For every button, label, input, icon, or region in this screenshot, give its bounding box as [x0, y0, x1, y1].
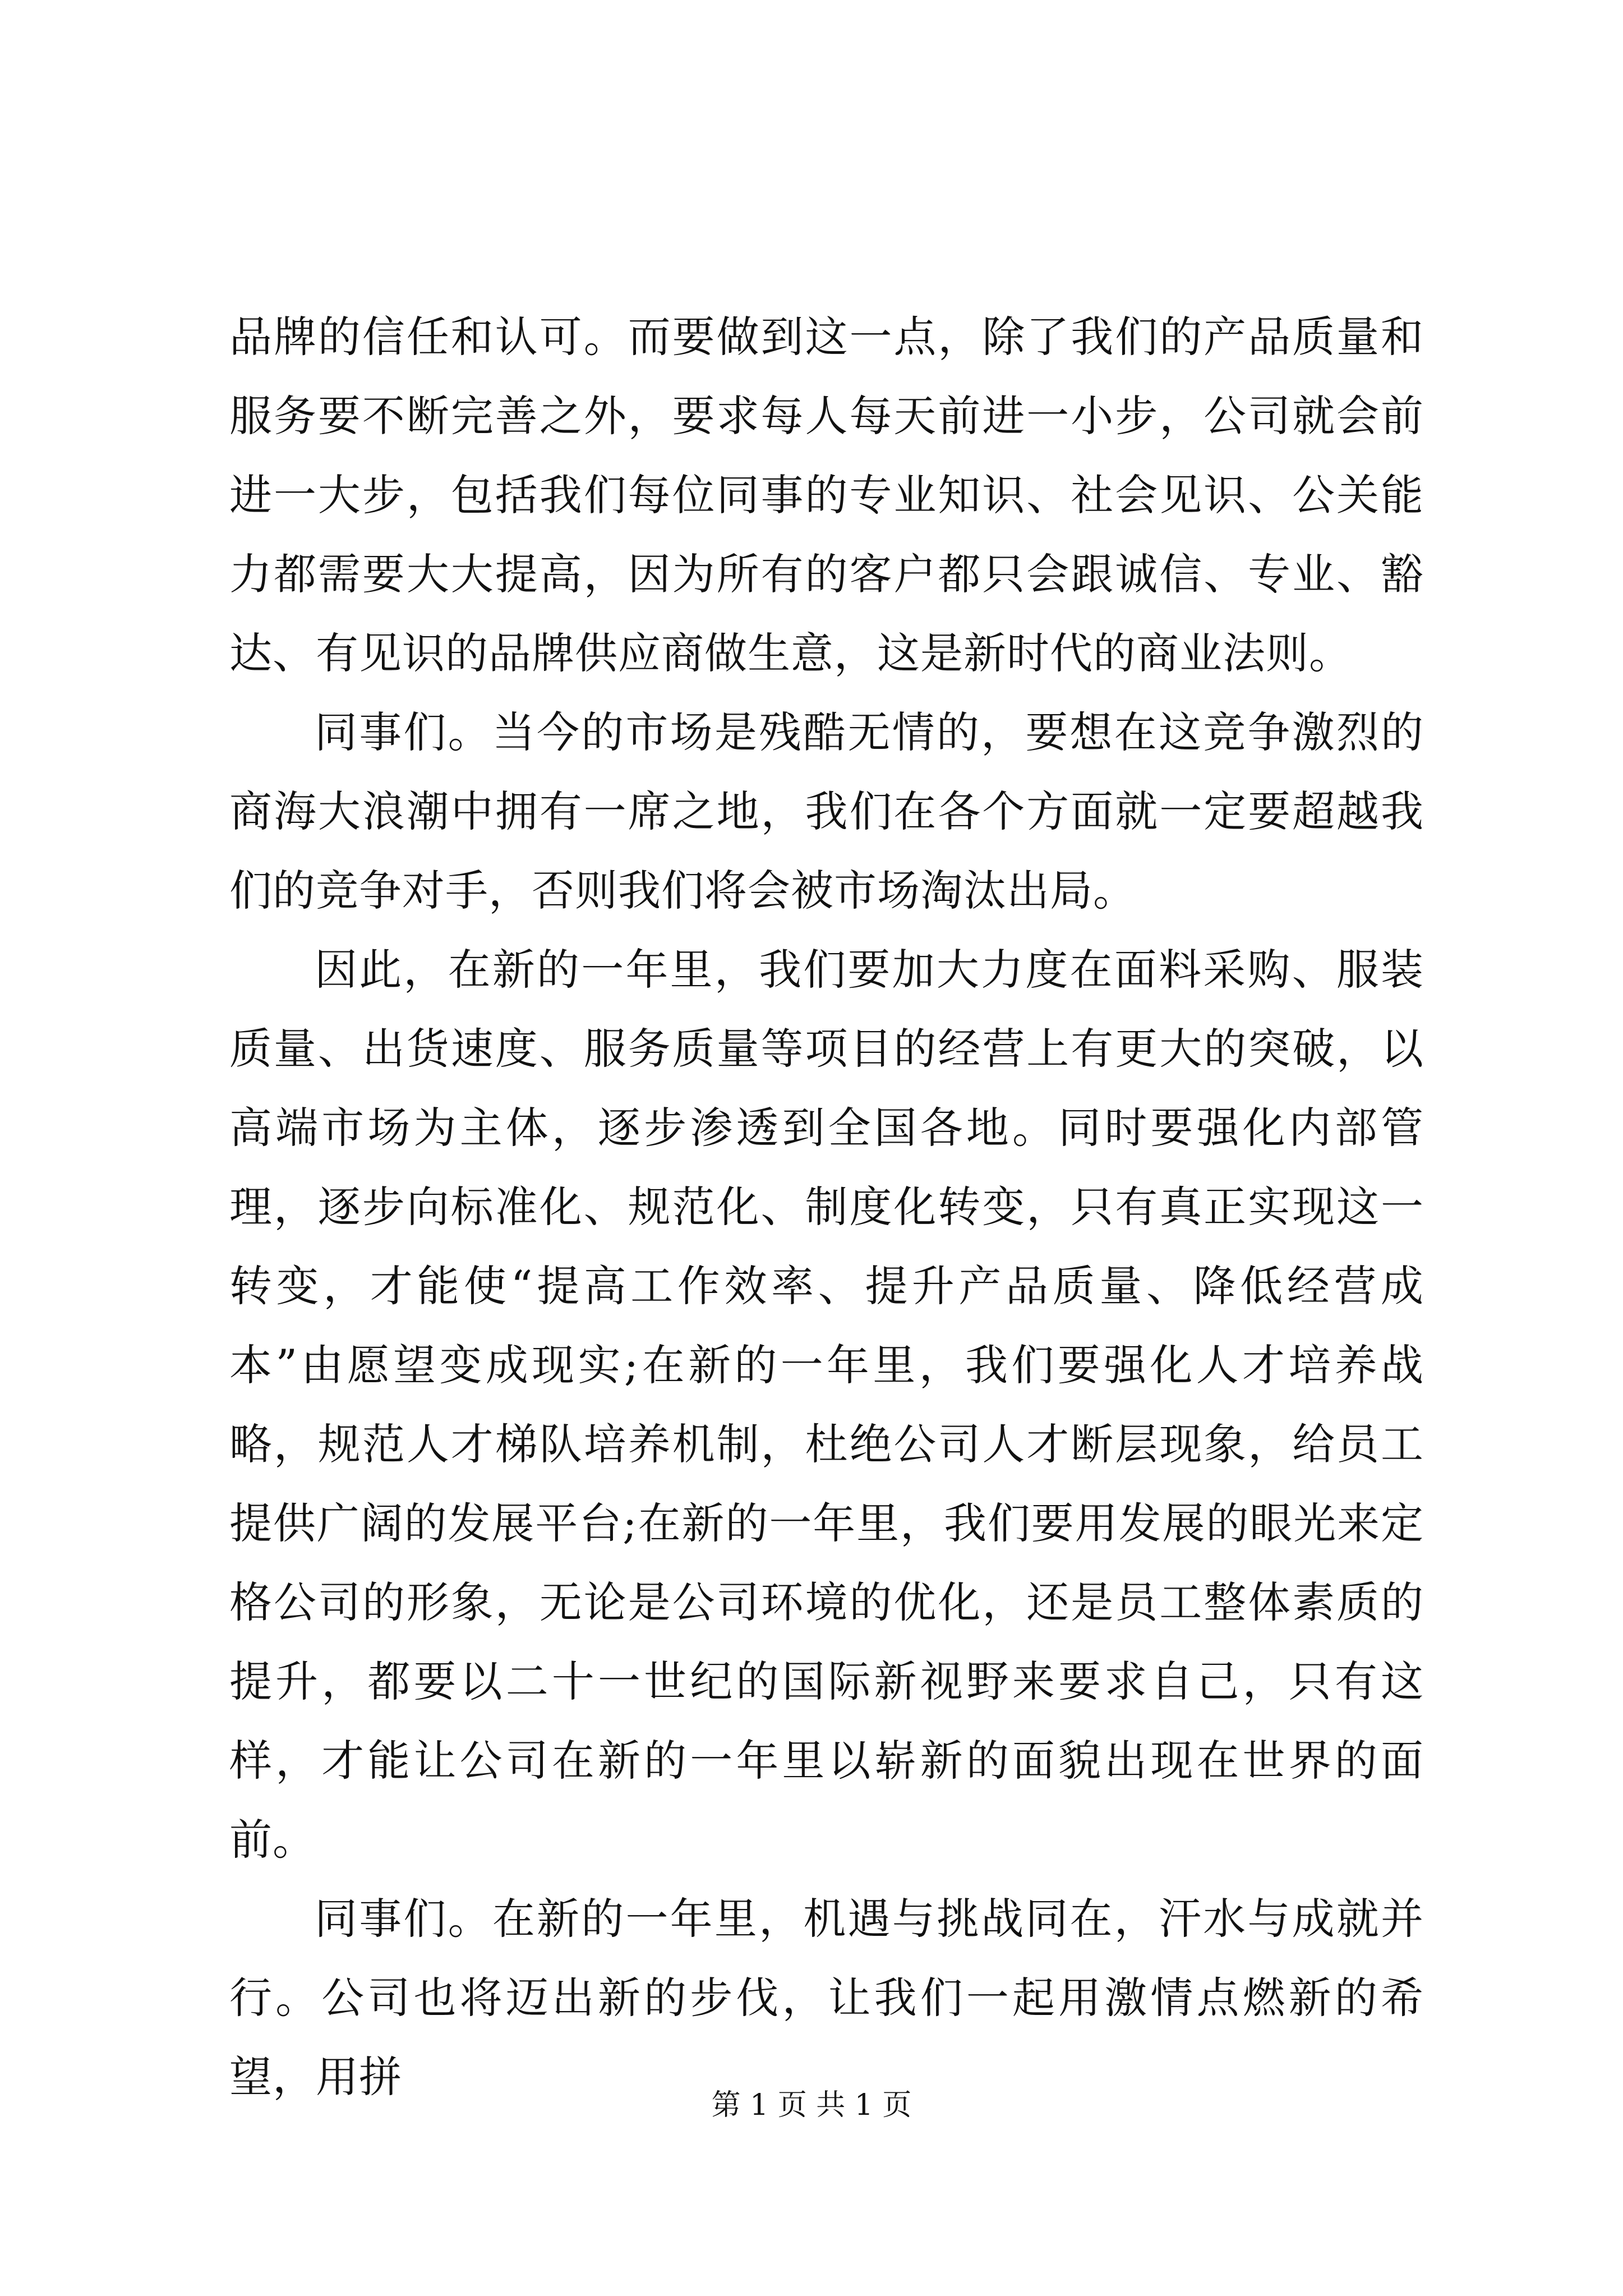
- document-body: [229, 297, 1424, 2116]
- paragraph-4: 同事们。在新的一年里，机遇与挑战同在，汗水与成就并行。公司也将迈出新的步伐，让我们一起用激情点燃新的希望，用拼: [229, 1894, 1424, 2102]
- paragraph-1: 品牌的信任和认可。而要做到这一点，除了我们的产品质量和服务要不断完善之外，要求每人每天前进一小步，公司就会前进一大步，包括我们每位同事的专业知识、社会见识、公关能力都需要大大提高，因为所有的客户都只会跟诚信、专业、豁达、有见识的品牌供应商做生意，这是新时代的商业法则。: [229, 312, 1424, 678]
- paragraph-3: 因此，在新的一年里，我们要加大力度在面料采购、服装质量、出货速度、服务质量等项目的经营上有更大的突破，以高端市场为主体，逐步渗透到全国各地。同时要强化内部管理，逐步向标准化、规范化、制度化转变，只有真正实现这一转变，才能使“提高工作效率、提升产品质量、降低经营成本”由愿望变成现实;在新的一年里，我们要强化人才培养战略，规范人才梯队培养机制，杜绝公司人才断层现象，给员工提供广阔的发展平台;在新的一年里，我们要用发展的眼光来定格公司的形象，无论是公司环境的优化，还是员工整体素质的提升，都要以二十一世纪的国际新视野来要求自己，只有这样，才能让公司在新的一年里以崭新的面貌出现在世界的面前。: [229, 945, 1424, 1865]
- paragraph-2: 同事们。当今的市场是残酷无情的，要想在这竞争激烈的商海大浪潮中拥有一席之地，我们在各个方面就一定要超越我们的竞争对手，否则我们将会被市场淘汰出局。: [229, 707, 1424, 915]
- page-footer: 第 1 页 共 1 页: [711, 2088, 912, 2122]
